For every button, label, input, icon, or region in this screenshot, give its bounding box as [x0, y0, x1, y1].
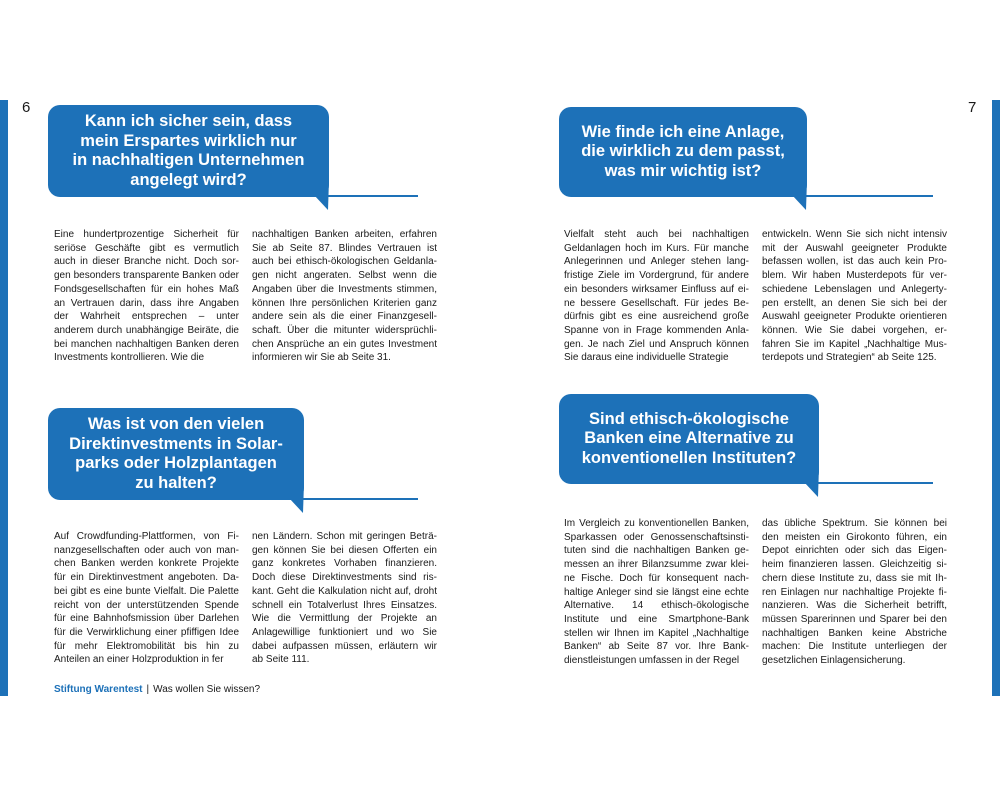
body-column: Vielfalt steht auch bei nachhaltigen Geldanlagen hoch im Kurs. Für manche Anlegerinnen und Anleger stehen langfristige Ziele im Vordergrund, für andere ein besonders wirksamer Einfluss auf eine bessere Gesellschaft. Für jedes Bedürfnis gibt es eine ausreichend große Spanne von in Frage kommenden Anlagen. Je nach Ziel und Anspruch können Sie daraus eine individuelle Strategie — [564, 229, 749, 364]
body-column: das übliche Spektrum. Sie können bei den meisten ein Girokonto führen, ein Depot einrichten oder sich das Eigenheim finanzieren lassen. Gleichzeitig sichern diese Institute zu, dass sie mit Ihren Einlagen nur nachhaltige Projekte finanzieren. Was die Sicherheit betrifft, müssen Sparerinnen und Sparer bei den nachhaltigen Banken keine Abstriche machen: Die Institute unterliegen der gesetzlichen Einlagensicherung. — [762, 518, 947, 667]
section-underline — [818, 482, 933, 484]
left-page-number: 6 — [22, 99, 31, 116]
body-column: nen Ländern. Schon mit geringen Beträgen können Sie bei diesen Offerten ein ganz konkretes Vorhaben finanzieren. Doch diese Direktinvestments sind riskant. Geht die Kalkulation nicht auf, droht schnell ein Totalverlust Ihres Einsatzes. Wie die Vermittlung der Projekte an Anlagewillige funktioniert und wo Sie dabei aufpassen müssen, erläutern wir ab Seite 111. — [252, 531, 437, 666]
section-underline — [328, 195, 418, 197]
question-bubble — [48, 408, 304, 500]
question-text: Sind ethisch-ökologische Banken eine Alternative zu konventionellen Instituten? — [581, 409, 797, 467]
left-page-edge-bar — [0, 100, 8, 696]
body-column: Im Vergleich zu konventionellen Banken, Sparkassen oder Genossenschaftsinstituten sind die nachhaltigen Banken gemessen an ihrer Bilanzsumme zwar kleine Fische. Doch für konsequent nachhaltige Anleger sind sie längst eine echte Alternative. 14 ethisch-ökologische Institute und eine Smartphone-Bank stellen wir Ihnen im Kapitel „Nachhaltige Banken“ ab Seite 87 vor. Ihre Bankdienstleistungen umfassen in der Regel — [564, 518, 749, 667]
body-column: entwickeln. Wenn Sie sich nicht intensiv mit der Auswahl geeigneter Produkte befassen wollen, ist das auch kein Problem. Wir haben Musterdepots für verschiedene Lebenslagen und Anlegertypen erstellt, an denen Sie sich bei der Auswahl geeigneter Produkte orientieren können. Wie Sie dabei vorgehen, erfahren Sie im Kapitel „Nachhaltige Musterdepots und Strategien“ ab Seite 125. — [762, 229, 947, 364]
question-bubble — [48, 105, 329, 197]
page-footer — [54, 684, 260, 695]
footer-brand: Stiftung Warentest — [54, 684, 143, 695]
section-underline — [303, 498, 418, 500]
question-text: Kann ich sicher sein, dass mein Erspartes wirklich nur in nachhaltigen Unternehmen angelegt wird? — [72, 112, 305, 189]
body-column: Eine hundertprozentige Sicherheit für seriöse Geschäfte gibt es vermutlich auch in dieser Branche nicht. Doch sorgen besonders transparente Banken oder Fondsgesellschaften für ein hohes Maß an Vertrauen darin, dass ihre Angaben der Wahrheit entsprechen – unter anderem durch unabhängige Beiräte, die bei manchen nachhaltigen Banken deren Investments kontrollieren. Wie die — [54, 229, 239, 364]
section-underline — [806, 195, 933, 197]
footer-title: Was wollen Sie wissen? — [153, 684, 261, 695]
question-bubble — [559, 107, 807, 197]
body-column: nachhaltigen Banken arbeiten, erfahren Sie ab Seite 87. Blindes Vertrauen ist auch bei ethisch-ökologischen Geldanlagen nicht angeraten. Selbst wenn die Angaben über die Investments stimmen, können Ihre persönlichen Kriterien ganz andere sein als die einer Finanzgesellschaft. Über die mitunter widersprüchlichen Ansprüche an ein gutes Investment informieren wir Sie ab Seite 31. — [252, 229, 437, 364]
footer-separator: | — [146, 684, 150, 695]
right-page-edge-bar — [992, 100, 1000, 696]
question-bubble — [559, 394, 819, 484]
question-text: Was ist von den vielen Direktinvestments in Solar- parks oder Holzplantagen zu halten? — [69, 415, 283, 492]
body-column: Auf Crowdfunding-Plattformen, von Finanzgesellschaften oder auch von manchen Banken werden konkrete Projekte für ein Direktinvestment angeboten. Dabei gibt es eine bunte Vielfalt. Die Palette reicht von der unterstützenden Spende für eine Bahnhofsmission über Darlehen für die Verwirklichung einer pfiffigen Idee für mehr Elektromobilität bis hin zu Anteilen an einer Holzproduktion in fer — [54, 531, 239, 666]
right-page-number: 7 — [968, 99, 977, 116]
question-text: Wie finde ich eine Anlage, die wirklich zu dem passt, was mir wichtig ist? — [581, 122, 785, 180]
